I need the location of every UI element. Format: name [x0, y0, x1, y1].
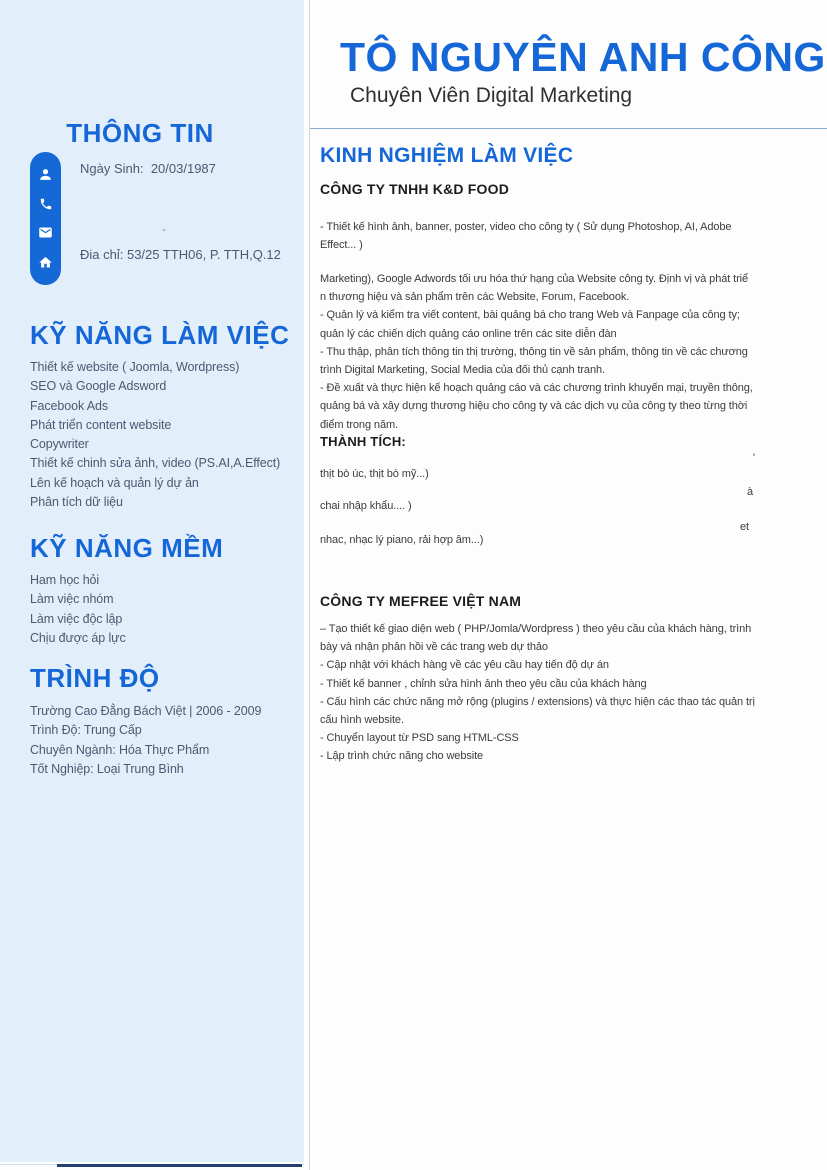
home-icon [38, 255, 53, 270]
company-1-name: CÔNG TY TNHH K&D FOOD [320, 181, 510, 197]
text-line: - Đề xuất và thực hiện kế hoạch quảng cáo và các chương trình khuyến mại, truyền thông, [320, 382, 753, 395]
text-line: - Cập nhật với khách hàng về các yêu cầu hay tiến độ dự án [320, 659, 609, 672]
text-line: trình Digital Marketing, Social Media của đối thủ cạnh tranh. [320, 364, 605, 377]
list-item: Phân tích dữ liệu [30, 495, 123, 510]
company-2-name: CÔNG TY MEFREE VIỆT NAM [320, 593, 522, 609]
contact-icon-pill [30, 152, 61, 285]
text-line: - Quản lý và kiểm tra viết content, bài quảng bá cho trang Web và Fanpage của công ty; [320, 309, 740, 322]
text-fragment: ' [753, 452, 756, 464]
job-title: Chuyên Viên Digital Marketing [350, 84, 633, 107]
text-line: - Chuyển layout từ PSD sang HTML-CSS [320, 732, 519, 745]
mail-icon [38, 225, 53, 240]
achievements-label: THÀNH TÍCH: [320, 434, 406, 449]
list-item: Thiết kế chinh sửa ảnh, video (PS.AI,A.Effect) [30, 456, 281, 471]
list-item: Làm việc độc lập [30, 611, 123, 626]
company-1-paragraph-1 [320, 218, 731, 254]
text-fragment: à [747, 486, 754, 498]
footer-bar [57, 1164, 302, 1167]
phone-icon [39, 197, 53, 211]
address: Đia chỉ: 53/25 TTH06, P. TTH,Q.12 [80, 247, 281, 262]
page-title: TÔ NGUYÊN ANH CÔNG [340, 34, 826, 80]
header-divider [310, 128, 827, 129]
work-skills-list [30, 358, 280, 512]
list-item: Trình Độ: Trung Cấp [30, 723, 142, 738]
text-line: - Thu thập, phân tích thông tin thị trường, thông tin về sản phẩm, thông tin về các chương [320, 345, 748, 358]
education-list [30, 702, 261, 779]
mail-value: - [162, 222, 166, 236]
education-heading: TRÌNH ĐỘ [30, 663, 160, 693]
text-line: quảng bá và xây dựng thương hiệu cho công ty và các dịch vụ của công ty theo từng thời [320, 400, 748, 413]
birth-date: Ngày Sinh: 20/03/1987 [80, 161, 216, 176]
text-fragment: thịt bò úc, thịt bò mỹ...) [320, 468, 429, 480]
list-item: Facebook Ads [30, 398, 109, 413]
text-line: cấu hình website. [320, 714, 404, 727]
list-item: SEO và Google Adsword [30, 379, 167, 394]
list-item: Ham học hỏi [30, 573, 100, 587]
text-line: – Tạo thiết kế giao diện web ( PHP/Jomla/Wordpress ) theo yêu cầu của khách hàng, trình [320, 623, 752, 635]
text-line: - Lập trình chức năng cho website [320, 750, 484, 763]
text-line: quản lý các chiến dịch quảng cáo online trên các site diễn đàn [320, 327, 617, 340]
text-line: Effect... ) [320, 239, 363, 252]
list-item: Trường Cao Đẳng Bách Việt | 2006 - 2009 [30, 704, 262, 718]
sidebar [0, 0, 304, 1162]
list-item: Phát triển content website [30, 417, 172, 432]
info-heading: THÔNG TIN [66, 118, 214, 148]
main-content [310, 0, 827, 1170]
list-item: Tốt Nghiệp: Loại Trung Bình [30, 761, 184, 776]
text-line: - Thiết kế banner , chỉnh sửa hình ảnh theo yêu cầu của khách hàng [320, 677, 647, 690]
text-fragment: et [740, 521, 749, 533]
soft-skills-heading: KỸ NĂNG MỀM [30, 533, 224, 563]
user-icon [38, 167, 53, 182]
soft-skills-list [30, 571, 126, 648]
list-item: Lên kế hoạch và quản lý dự ản [30, 475, 199, 490]
text-fragment: nhac, nhạc lý piano, rải hợp âm...) [320, 534, 484, 546]
text-line: - Thiết kế hình ảnh, banner, poster, video cho công ty ( Sử dụng Photoshop, AI, Adobe [320, 221, 732, 233]
text-line: điểm trong năm. [320, 418, 398, 431]
text-line: bày và nhận phản hồi về các trang web dự thảo [320, 641, 548, 654]
list-item: Làm việc nhóm [30, 592, 114, 607]
list-item: Thiết kế website ( Joomla, Wordpress) [30, 360, 240, 374]
company-1-paragraph-2 [320, 270, 753, 434]
list-item: Chuyên Ngành: Hóa Thực Phẩm [30, 742, 210, 757]
text-fragment: chai nhập khẩu.... ) [320, 500, 412, 512]
work-skills-heading: KỸ NĂNG LÀM VIỆC [30, 320, 290, 350]
company-2-paragraph [320, 620, 755, 766]
text-line: - Cấu hình các chức năng mở rộng (plugins / extensions) và thực hiện các thao tác quản trị [320, 695, 755, 708]
list-item: Chịu được áp lực [30, 630, 126, 645]
experience-heading: KINH NGHIỆM LÀM VIỆC [320, 144, 574, 167]
text-line: Marketing), Google Adwords tối ưu hóa thứ hạng của Website công ty. Định vị và phát triể [320, 273, 749, 285]
text-line: n thương hiệu và sản phẩm trên các Website, Forum, Facebook. [320, 291, 630, 304]
list-item: Copywriter [30, 437, 89, 452]
